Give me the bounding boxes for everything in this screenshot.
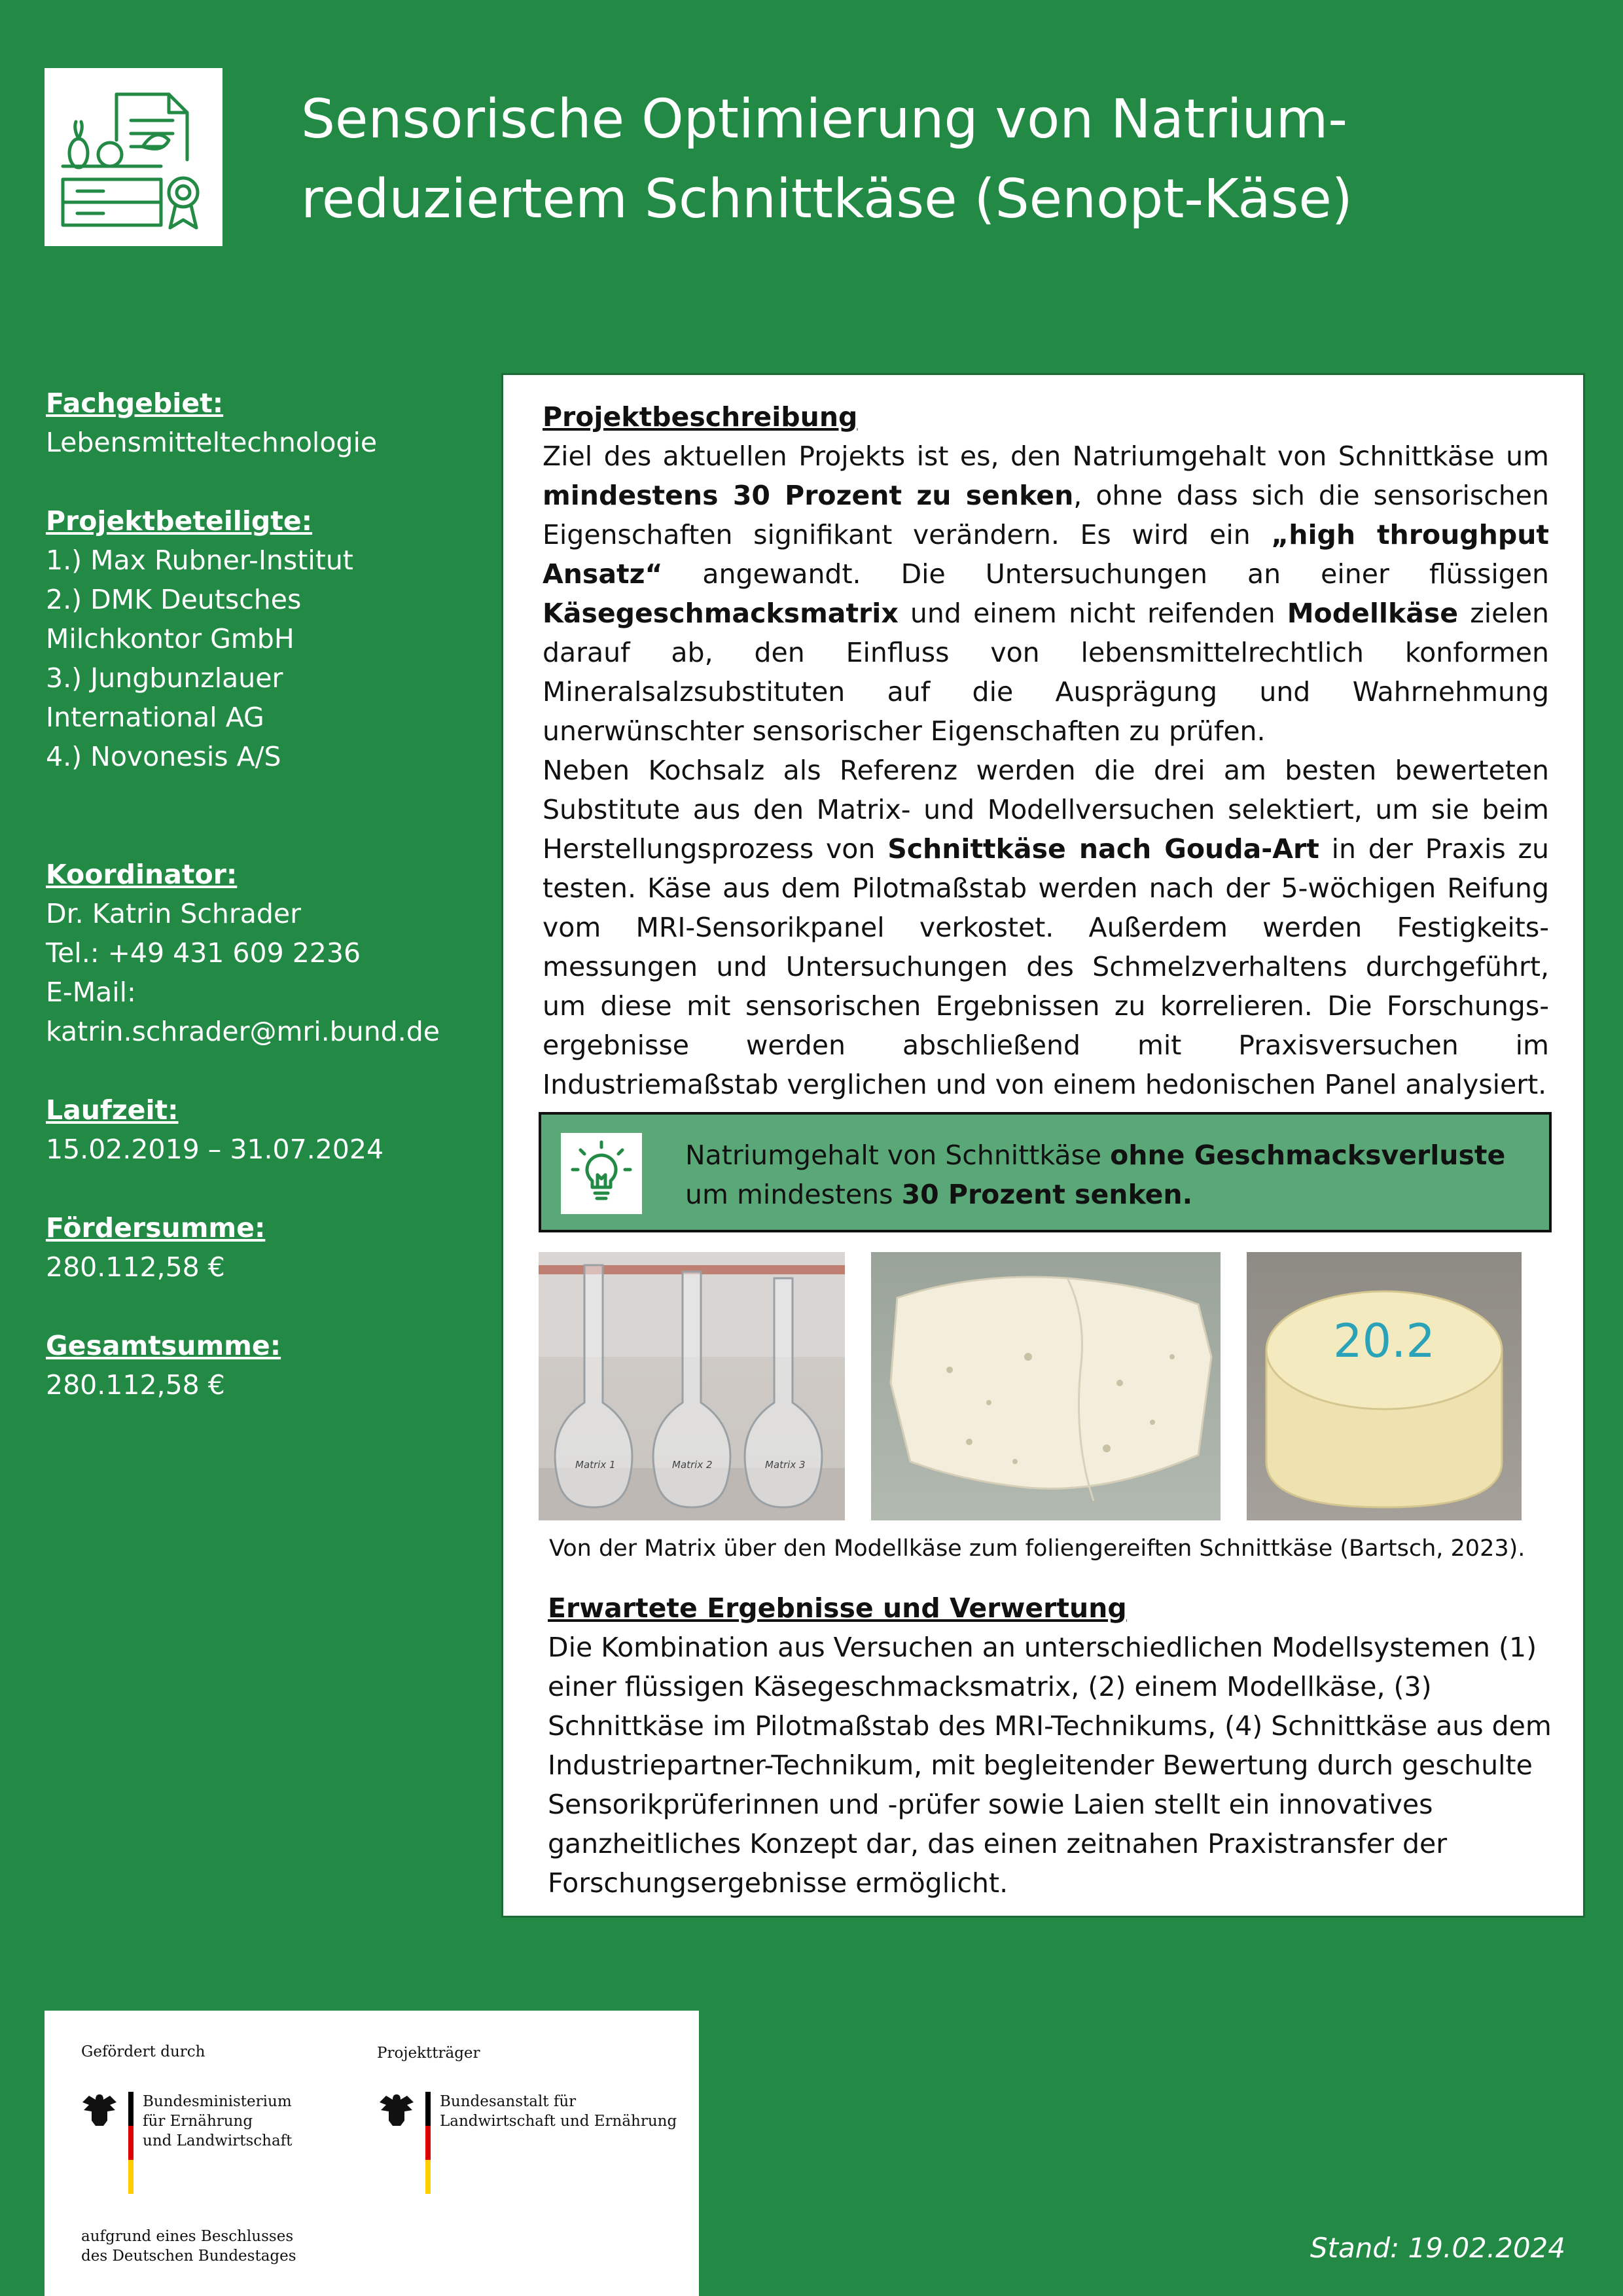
flag-gold: [425, 2160, 431, 2194]
description-paragraph-2: [543, 751, 1549, 1104]
text-run: angewandt. Die Untersuchungen an einer flüssigen: [662, 558, 1549, 590]
cheese-marking: 20.2: [1333, 1314, 1435, 1368]
funding-block: [45, 2011, 699, 2296]
flag-red: [425, 2126, 431, 2160]
flask-label: Matrix 1: [575, 1459, 616, 1471]
flag-gold: [128, 2160, 134, 2194]
traeger-label: Projektträger: [377, 2045, 480, 2062]
fachgebiet-section: [46, 384, 465, 462]
beschluss-line: aufgrund eines Beschlusses: [81, 2228, 294, 2245]
text-run: und einem nicht reifenden: [898, 598, 1287, 629]
page-title: [301, 80, 1544, 240]
bold-text: Schnittkäse nach Gouda-Art: [887, 833, 1319, 865]
key-message-text: [685, 1136, 1536, 1214]
beteiligte-item: 2.) DMK Deutsches: [46, 584, 302, 615]
agency-line: Bundesanstalt für: [440, 2093, 577, 2110]
beteiligte-item: Milchkontor GmbH: [46, 623, 294, 655]
bold-text: Modellkäse: [1287, 598, 1459, 629]
bold-text: ohne Geschmacksverluste: [1110, 1139, 1506, 1171]
laufzeit-value: 15.02.2019 – 31.07.2024: [46, 1134, 384, 1165]
main-panel: [501, 373, 1585, 1918]
key-message-box: [539, 1112, 1552, 1232]
gefoerdert-label: Gefördert durch: [81, 2043, 205, 2060]
ministry-line: für Ernährung: [143, 2113, 253, 2130]
laufzeit-label: Laufzeit:: [46, 1094, 179, 1126]
stand-date: Stand: 19.02.2024: [1310, 2232, 1565, 2264]
german-flag-stripe: [128, 2092, 134, 2194]
text-run: , ohne dass sich die sensorischen Eigenschaften signifikant verändern. Es wird ein: [543, 480, 1549, 550]
koordinator-email-label: E-Mail:: [46, 977, 136, 1008]
text-run: Natriumgehalt von Schnittkäse: [685, 1139, 1111, 1171]
foerdersumme-section: [46, 1208, 465, 1287]
koordinator-email-link[interactable]: katrin.schrader@mri.bund.de: [46, 1016, 440, 1047]
lightbulb-icon: [561, 1133, 642, 1214]
flasks-illustration: [539, 1252, 845, 1520]
koordinator-name: Dr. Katrin Schrader: [46, 898, 302, 929]
beteiligte-label: Projektbeteiligte:: [46, 505, 313, 537]
title-line-2: reduziertem Schnittkäse (Senopt-Käse): [301, 168, 1353, 230]
beschluss-note: [81, 2227, 296, 2266]
foil-cheese-illustration: [1247, 1252, 1522, 1520]
flask-label: Matrix 2: [672, 1459, 713, 1471]
flag-black: [425, 2092, 431, 2126]
flag-red: [128, 2126, 134, 2160]
gesamtsumme-value: 280.112,58 €: [46, 1369, 225, 1401]
photo-caption: Von der Matrix über den Modellkäse zum foliengereiften Schnittkäse (Bartsch, 2023).: [549, 1535, 1525, 1562]
results-heading: Erwartete Ergebnisse und Verwertung: [548, 1592, 1127, 1624]
flask-label: Matrix 3: [765, 1459, 806, 1471]
koordinator-label: Koordinator:: [46, 859, 238, 890]
title-line-1: Sensorische Optimierung von Natrium-: [301, 88, 1347, 151]
ministry-name: [143, 2092, 292, 2151]
project-description: [543, 397, 1549, 1104]
agency-line: Landwirtschaft und Ernährung: [440, 2113, 677, 2130]
beteiligte-item: International AG: [46, 702, 264, 733]
beteiligte-section: [46, 501, 465, 776]
description-heading: Projektbeschreibung: [543, 401, 858, 433]
text-run: Ziel des aktuellen Projekts ist es, den Natriumgehalt von Schnittkäse um: [543, 440, 1549, 472]
beteiligte-item: 3.) Jungbunzlauer: [46, 662, 283, 694]
german-flag-stripe: [425, 2092, 431, 2194]
federal-eagle-icon: [80, 2092, 119, 2128]
laufzeit-section: [46, 1090, 465, 1169]
results-text: Die Kombination aus Versuchen an unterschiedlichen Modellsystemen (1) einer flüssigen Käsegeschmacksmatrix, (2) einem Modellkäse, (3) Schnittkäse im Pilotmaßstab des MRI-Technikums, (4) Schnittkäse aus dem Industriepartner-Technikum, mit begleitender Bewertung durch geschulte Sensorikprüferinnen und -prüfer sowie Laien stellt ein innovatives ganzheitliches Konzept dar, das einen zeitnahen Praxistransfer der Forschungsergebnisse ermöglicht.: [548, 1632, 1552, 1899]
gesamtsumme-label: Gesamtsumme:: [46, 1330, 281, 1361]
flag-black: [128, 2092, 134, 2126]
bold-text: mindestens 30 Prozent zu senken: [543, 480, 1074, 511]
photo-foil-ripened-cheese: [1247, 1252, 1522, 1520]
bold-text: 30 Prozent senken.: [901, 1179, 1193, 1210]
bold-text: „high throughput Ansatz“: [543, 519, 1549, 590]
agency-name: [440, 2092, 677, 2131]
beteiligte-item: 4.) Novonesis A/S: [46, 741, 281, 772]
photo-matrix-flasks: [539, 1252, 845, 1520]
text-run: zielen darauf ab, den Einfluss von lebensmittelrechtlich konformen Mineralsalzsubstituten auf die Ausprägung und Wahrnehmung unerwünschter sensorischer Eigenschaften zu prüfen.: [543, 598, 1549, 747]
results-section: [548, 1588, 1556, 1903]
photo-model-cheese: [871, 1252, 1221, 1520]
fachgebiet-value: Lebensmitteltechnologie: [46, 427, 378, 458]
description-paragraph-1: [543, 437, 1549, 751]
federal-eagle-icon: [377, 2092, 416, 2128]
lightbulb-icon-box: [561, 1133, 642, 1214]
fachgebiet-label: Fachgebiet:: [46, 387, 224, 419]
text-run: in der Praxis zu testen. Käse aus dem Pilotmaßstab werden nach der 5-wöchigen Reifung vom MRI-Sensorikpanel verkostet. Außerdem werden Festigkeits-messungen und Untersuchungen des Schmelzverhaltens durchgeführt, um diese mit sensorischen Ergebnissen zu korrelieren. Die Forschungs-ergebnisse werden abschließend mit Praxisversuchen im Industriemaßstab verglichen und von einem hedonischen Panel analysiert.: [543, 833, 1549, 1100]
logo-box: [45, 68, 223, 246]
food-crate-document-award-icon: [45, 68, 223, 246]
beschluss-line: des Deutschen Bundestages: [81, 2248, 296, 2265]
ministry-line: Bundesministerium: [143, 2093, 292, 2110]
gesamtsumme-section: [46, 1326, 465, 1405]
foerdersumme-value: 280.112,58 €: [46, 1251, 225, 1283]
bold-text: Käsegeschmacksmatrix: [543, 598, 899, 629]
model-cheese-illustration: [871, 1252, 1221, 1520]
beteiligte-item: 1.) Max Rubner-Institut: [46, 545, 353, 576]
foerdersumme-label: Fördersumme:: [46, 1212, 266, 1244]
ministry-line: und Landwirtschaft: [143, 2132, 293, 2149]
koordinator-section: [46, 855, 465, 1051]
text-run: um mindestens: [685, 1179, 902, 1210]
text-run: Neben Kochsalz als Referenz werden die drei am besten bewerteten Substitute aus den Matrix- und Modellversuchen selektiert, um sie beim Herstellungsprozess von: [543, 755, 1549, 865]
koordinator-phone: Tel.: +49 431 609 2236: [46, 937, 361, 969]
info-sidebar: [46, 384, 465, 1444]
